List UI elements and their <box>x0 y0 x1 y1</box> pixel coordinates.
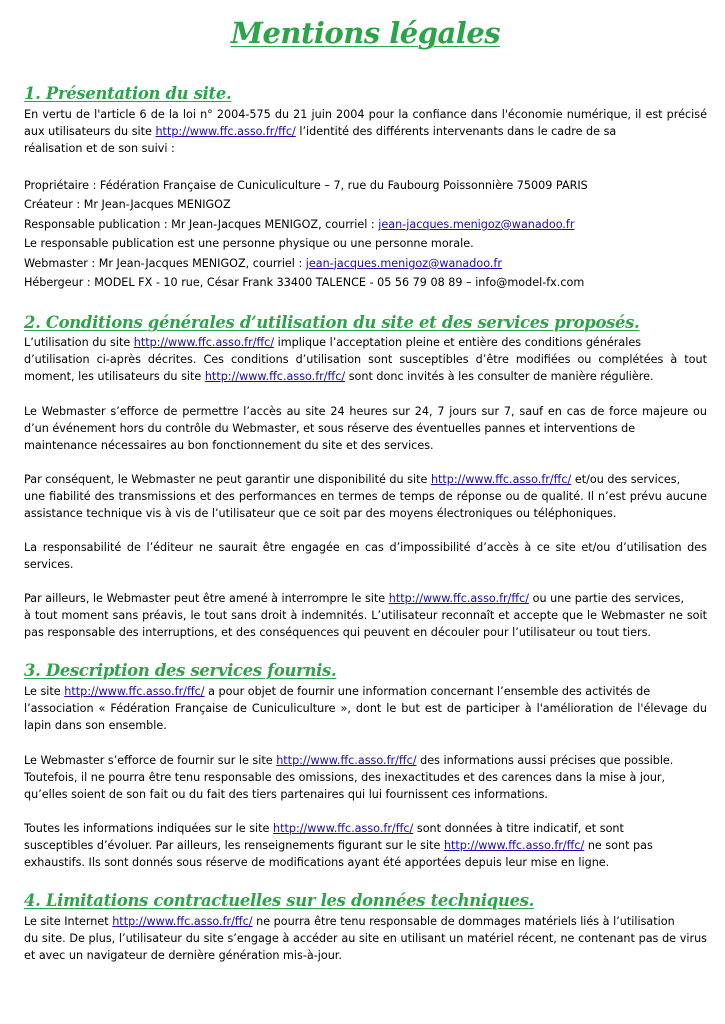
text-fragment: moment, les utilisateurs du site <box>24 369 205 383</box>
text-line: exhaustifs. Ils sont donnés sous réserve de modifications ayant été apportées depuis leur mise en ligne. <box>24 855 610 869</box>
text-line: une fiabilité des transmissions et des performances en termes de temps de réponse ou de qualité. Il n’est prévu aucune <box>24 489 707 503</box>
text-line <box>24 753 707 770</box>
text-fragment: Par ailleurs, le Webmaster peut être amené à interrompre le site <box>24 592 389 605</box>
creator-line: Créateur : Mr Jean-Jacques MENIGOZ <box>24 198 231 212</box>
text-line <box>24 369 707 386</box>
host-line: Hébergeur : MODEL FX - 10 rue, César Frank 33400 TALENCE - 05 56 79 08 89 – info@model-fx.com <box>24 276 585 290</box>
text-fragment: implique l’acceptation pleine et entière des conditions générales <box>274 336 642 349</box>
intro-line-3: réalisation et de son suivi : <box>24 141 175 155</box>
webmaster-line <box>24 254 707 273</box>
text-line <box>24 914 707 931</box>
site-link[interactable]: http://www.ffc.asso.fr/ffc/ <box>155 124 296 138</box>
text-line <box>24 335 707 352</box>
section-2-heading: 2. Conditions générales d’utilisation du site et des services proposés. <box>24 313 640 332</box>
site-link[interactable]: http://www.ffc.asso.fr/ffc/ <box>430 473 572 486</box>
text-fragment: sont donc invités à les consulter de manière régulière. <box>345 369 654 383</box>
intro-line-2 <box>24 124 707 141</box>
text-fragment: Par conséquent, le Webmaster ne peut garantir une disponibilité du site <box>24 473 431 486</box>
owner-line: Propriétaire : Fédération Française de Cuniculiculture – 7, rue du Faubourg Poissonnière 75009 PARIS <box>24 179 588 192</box>
text-fragment: ou une partie des services, <box>529 592 685 605</box>
section-2-paragraph-5 <box>24 591 707 641</box>
text-line: maintenance nécessaires au bon fonctionnement du site et des services. <box>24 438 434 452</box>
section-4-paragraph-1 <box>24 914 707 964</box>
section-3-paragraph-2 <box>24 753 707 803</box>
site-link[interactable]: http://www.ffc.asso.fr/ffc/ <box>112 915 253 928</box>
text-fragment: ne pourra être tenu responsable de dommages matériels liés à l’utilisation <box>252 915 675 928</box>
text-line <box>24 684 707 701</box>
text-fragment: L’utilisation du site <box>24 336 134 349</box>
text-line: La responsabilité de l’éditeur ne saurait être engagée en cas d’impossibilité d’accès à ce site et/ou d’utilisation des <box>24 541 707 554</box>
publisher-line <box>24 215 707 234</box>
section-2-paragraph-2 <box>24 404 707 454</box>
text-line: assistance technique vis à vis de l’utilisateur que ce soit par des moyens électroniques ou téléphoniques. <box>24 506 617 520</box>
site-credits <box>24 176 707 292</box>
text-line: Toutefois, il ne pourra être tenu responsable des omissions, des inexactitudes et des carences dans la mise à jour, <box>24 770 666 784</box>
text-fragment: Webmaster : Mr Jean-Jacques MENIGOZ, courriel : <box>24 256 306 270</box>
text-fragment: Responsable publication : Mr Jean-Jacques MENIGOZ, courriel : <box>24 217 379 231</box>
text-fragment: aux utilisateurs du site <box>24 124 156 138</box>
text-fragment: a pour objet de fournir une information concernant l’ensemble des activités de <box>204 685 651 698</box>
section-4-heading: 4. Limitations contractuelles sur les données techniques. <box>24 891 535 910</box>
text-fragment: des informations aussi précises que possible. <box>416 754 674 767</box>
text-line: Le Webmaster s’efforce de permettre l’accès au site 24 heures sur 24, 7 jours sur 7, sauf en cas de force majeure ou <box>24 405 707 418</box>
section-1-heading: 1. Présentation du site. <box>24 84 232 103</box>
text-fragment: sont données à titre indicatif, et sont <box>413 822 624 835</box>
section-2-paragraph-1 <box>24 335 707 385</box>
text-line: du site. De plus, l’utilisateur du site s’engage à accéder au site en utilisant un matériel récent, ne contenant pas de virus <box>24 931 707 945</box>
text-line <box>24 472 707 489</box>
publisher-email-link[interactable]: jean-jacques.menigoz@wanadoo.fr <box>378 217 575 231</box>
site-link[interactable]: http://www.ffc.asso.fr/ffc/ <box>273 822 414 835</box>
site-link[interactable]: http://www.ffc.asso.fr/ffc/ <box>276 754 417 767</box>
text-fragment: Le site Internet <box>24 915 113 928</box>
text-line: d’utilisation ci-après décrites. Ces conditions d’utilisation sont susceptibles d’être modifiées ou complétées à tout <box>24 352 707 366</box>
text-line: qu’elles soient de son fait ou du fait des tiers partenaires qui lui fournissent ces informations. <box>24 787 548 801</box>
text-line <box>24 838 707 855</box>
text-fragment: Le site <box>24 685 65 698</box>
section-1-intro <box>24 107 707 157</box>
section-2-paragraph-4 <box>24 540 707 574</box>
text-line <box>24 591 707 608</box>
text-line: et avec un navigateur de dernière génération mis-à-jour. <box>24 948 342 962</box>
section-3-paragraph-3 <box>24 821 707 871</box>
text-line: à tout moment sans préavis, le tout sans droit à indemnités. L’utilisateur reconnaît et accepte que le Webmaster ne soit <box>24 608 707 622</box>
site-link[interactable]: http://www.ffc.asso.fr/ffc/ <box>443 838 585 852</box>
publisher-note: Le responsable publication est une personne physique ou une personne morale. <box>24 237 474 251</box>
text-line: l’association « Fédération Française de Cuniculiculture », dont le but est de participer à l'amélioration de l'élevage du <box>24 701 707 715</box>
text-fragment: susceptibles d’évoluer. Par ailleurs, les renseignements figurant sur le site <box>24 838 444 852</box>
text-fragment: l’identité des différents intervenants dans le cadre de sa <box>295 124 617 138</box>
site-link[interactable]: http://www.ffc.asso.fr/ffc/ <box>133 336 275 349</box>
page-title: Mentions légales <box>230 16 501 50</box>
site-link[interactable]: http://www.ffc.asso.fr/ffc/ <box>64 685 205 698</box>
site-link[interactable]: http://www.ffc.asso.fr/ffc/ <box>388 592 530 605</box>
site-link[interactable]: http://www.ffc.asso.fr/ffc/ <box>204 369 346 383</box>
text-line: pas responsable des interruptions, et des conséquences qui peuvent en découler pour l’utilisateur ou tout tiers. <box>24 625 651 639</box>
section-3-paragraph-1 <box>24 684 707 734</box>
text-line: lapin dans son ensemble. <box>24 718 167 732</box>
text-line: services. <box>24 557 74 571</box>
text-line <box>24 821 707 838</box>
section-2-paragraph-3 <box>24 472 707 522</box>
text-fragment: et/ou des services, <box>571 473 681 486</box>
text-fragment: ne sont pas <box>584 838 653 852</box>
webmaster-email-link[interactable]: jean-jacques.menigoz@wanadoo.fr <box>305 256 502 270</box>
text-fragment: Le Webmaster s’efforce de fournir sur le site <box>24 754 277 767</box>
text-line: d’un événement hors du contrôle du Webmaster, et sous réserve des éventuelles pannes et interventions de <box>24 421 636 435</box>
intro-line-1: En vertu de l'article 6 de la loi n° 2004-575 du 21 juin 2004 pour la confiance dans l'économie numérique, il est précisé <box>24 108 707 121</box>
section-3-heading: 3. Description des services fournis. <box>24 661 337 680</box>
text-fragment: Toutes les informations indiquées sur le site <box>24 822 273 835</box>
